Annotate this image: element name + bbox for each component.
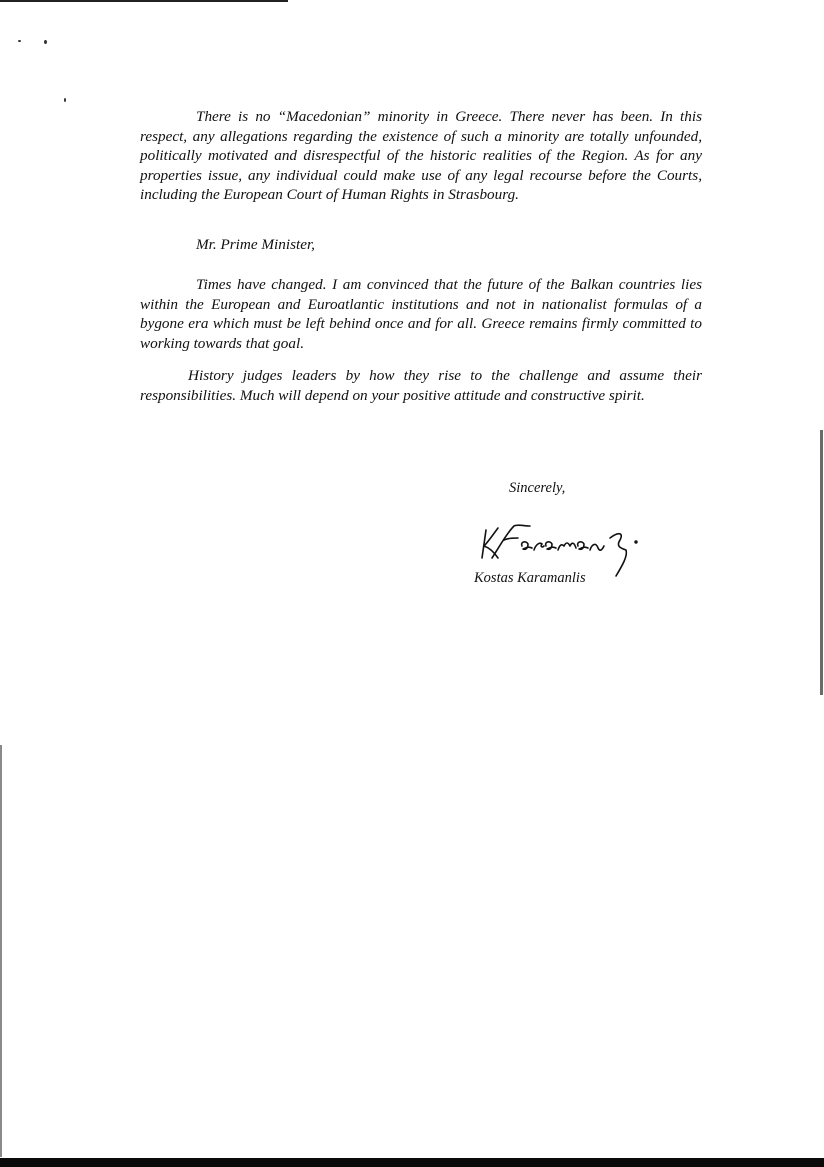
paragraph-minority: There is no “Macedonian” minority in Greece. There never has been. In this respect, any allegations regarding the existence of such a minority are totally unfounded, politically motivated and disrespectful of the historic realities of the Region. As for any properties issue, any individual could make use of any legal recourse before the Courts, including the European Court of Human Rights in Strasbourg.	[140, 108, 702, 203]
left-scan-edge	[0, 745, 2, 1157]
closing-sincerely: Sincerely,	[509, 480, 566, 496]
scan-speck	[44, 40, 47, 44]
scan-speck	[18, 40, 21, 42]
scan-speck	[64, 98, 66, 102]
right-scan-edge	[820, 430, 823, 695]
top-scan-rule	[0, 0, 288, 2]
paragraph-times-changed: Times have changed. I am convinced that the future of the Balkan countries lies within the European and Euroatlantic institutions and not in nationalist formulas of a bygone era which must be left behind once and for all. Greece remains firmly committed to working towards that goal.	[140, 276, 702, 352]
salutation: Mr. Prime Minister,	[196, 236, 315, 253]
paragraph-history: History judges leaders by how they rise to the challenge and assume their responsibilities. Much will depend on your positive attitude and constructive spirit.	[140, 367, 702, 404]
signer-name: Kostas Karamanlis	[474, 570, 586, 586]
bottom-scan-rule	[0, 1158, 824, 1167]
